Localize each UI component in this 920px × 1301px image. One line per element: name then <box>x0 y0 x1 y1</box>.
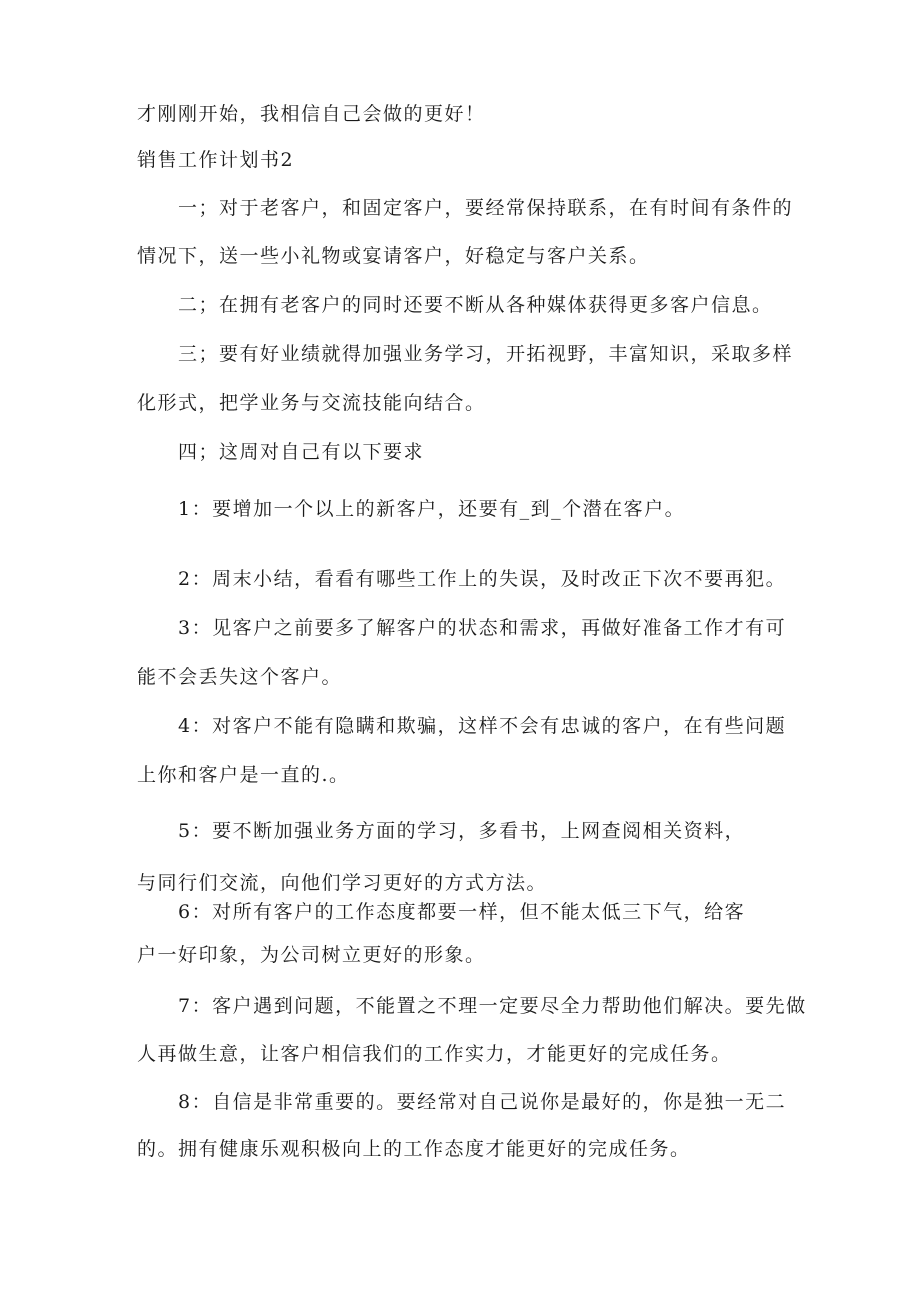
list-item: 3：见客户之前要多了解客户的状态和需求，再做好准备工作才有可 <box>178 617 787 639</box>
list-item: 8：自信是非常重要的。要经常对自己说你是最好的，你是独一无二 <box>178 1091 787 1113</box>
text-line: 情况下，送一些小礼物或宴请客户，好稳定与客户关系。 <box>137 245 650 267</box>
list-item: 6：对所有客户的工作态度都要一样，但不能太低三下气，给客 <box>178 901 746 923</box>
text-line: 二；在拥有老客户的同时还要不断从各种媒体获得更多客户信息。 <box>178 294 773 316</box>
text-line: 的。拥有健康乐观积极向上的工作态度才能更好的完成任务。 <box>137 1138 691 1160</box>
text-line: 人再做生意，让客户相信我们的工作实力，才能更好的完成任务。 <box>137 1043 732 1065</box>
list-item: 1：要增加一个以上的新客户，还要有_到_个潜在客户。 <box>178 498 686 520</box>
list-item: 5：要不断加强业务方面的学习，多看书，上网查阅相关资料， <box>178 820 746 842</box>
text-line: 一；对于老客户，和固定客户，要经常保持联系，在有时间有条件的 <box>178 197 794 219</box>
text-line: 能不会丢失这个客户。 <box>137 666 343 688</box>
text-line: 三；要有好业绩就得加强业务学习，开拓视野，丰富知识，采取多样 <box>178 343 794 365</box>
section-heading: 销售工作计划书2 <box>137 149 295 171</box>
text-line: 上你和客户是一直的.。 <box>137 764 350 786</box>
text-line: 四；这周对自己有以下要求 <box>178 441 425 463</box>
list-item: 7：客户遇到问题，不能置之不理一定要尽全力帮助他们解决。要先做 <box>178 995 807 1017</box>
text-line: 才刚刚开始，我相信自己会做的更好！ <box>137 103 486 125</box>
list-item: 4：对客户不能有隐瞒和欺骗，这样不会有忠诚的客户，在有些问题 <box>178 715 787 737</box>
list-item: 2：周末小结，看看有哪些工作上的失误，及时改正下次不要再犯。 <box>178 568 787 590</box>
text-line: 化形式，把学业务与交流技能向结合。 <box>137 392 486 414</box>
text-line: 户一好印象，为公司树立更好的形象。 <box>137 944 486 966</box>
text-line: 与同行们交流，向他们学习更好的方式方法。 <box>137 872 548 894</box>
